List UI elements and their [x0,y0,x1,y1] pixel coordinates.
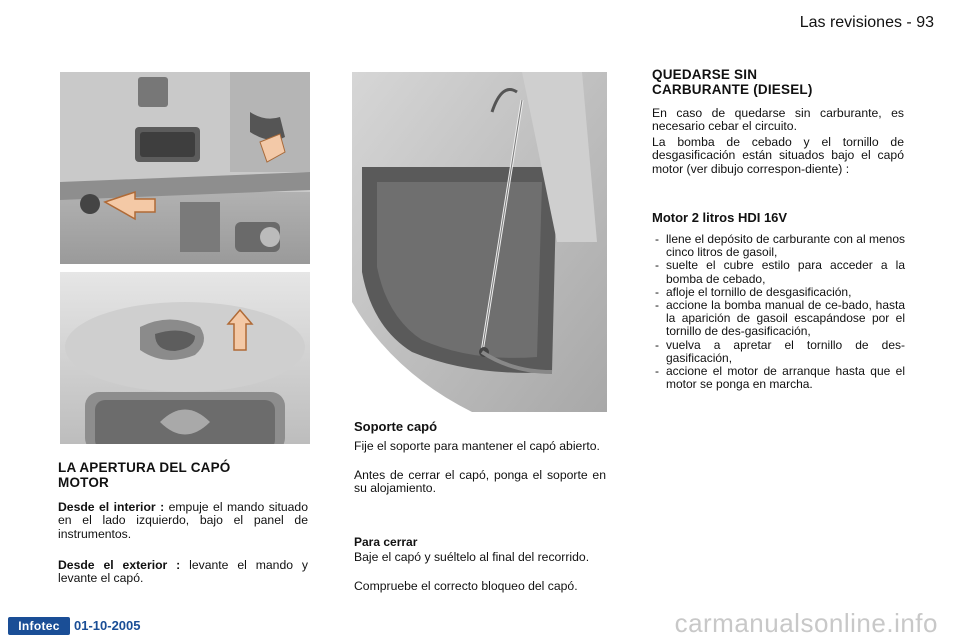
list-item: - llene el depósito de carburante con al menos cinco litros de gasoil, [652,233,905,259]
fuel-out-para1: En caso de quedarse sin carburante, es necesario cebar el circuito. [652,106,904,134]
interior-paragraph [58,501,308,541]
hood-support-para1: Fije el soporte para mantener el capó abierto. [354,439,600,453]
footer-date: 01-10-2005 [74,618,141,633]
interior-label: Desde el interior : [58,500,165,514]
close-para1: Baje el capó y suéltelo al final del recorrido. [354,550,590,564]
hood-opening-heading: LA APERTURA DEL CAPÓ MOTOR [58,460,231,490]
fuel-out-para2: La bomba de cebado y el tornillo de desgasificación están situados bajo el capó motor (ver dibujo correspon-diente) : [652,135,904,176]
exterior-label: Desde el exterior : [58,558,181,572]
exterior-text: levante el mando y levante el capó. [58,558,308,586]
list-item: - accione la bomba manual de ce-bado, hasta la aparición de gasoil escapándose por el tornillo de des-gasificación, [652,299,905,339]
list-item: - vuelva a apretar el tornillo de des-gasificación, [652,339,905,365]
hood-support-para2: Antes de cerrar el capó, ponga el soporte en su alojamiento. [354,468,606,496]
list-item: - suelte el cubre estilo para acceder a la bomba de cebado, [652,259,905,285]
interior-text: empuje el mando situado en el lado izquierdo, bajo el panel de instrumentos. [58,500,308,541]
exterior-lever-photo [60,272,310,444]
interior-lever-photo [60,72,310,264]
list-item: - afloje el tornillo de desgasificación, [652,286,905,299]
engine-subheading: Motor 2 litros HDI 16V [652,210,788,225]
hood-support-heading: Soporte capó [354,419,438,434]
hood-support-photo [352,72,607,412]
infotec-logo: Infotec [8,617,70,635]
fuel-out-heading: QUEDARSE SIN CARBURANTE (DIESEL) [652,67,813,97]
list-item: - accione el motor de arranque hasta que el motor se ponga en marcha. [652,365,905,391]
exterior-paragraph [58,559,308,586]
watermark-text: carmanualsonline.info [674,608,938,638]
close-heading: Para cerrar [354,535,418,549]
page-header: Las revisiones - 93 [799,14,934,31]
close-para2: Compruebe el correcto bloqueo del capó. [354,579,578,593]
priming-steps-list [652,233,905,391]
